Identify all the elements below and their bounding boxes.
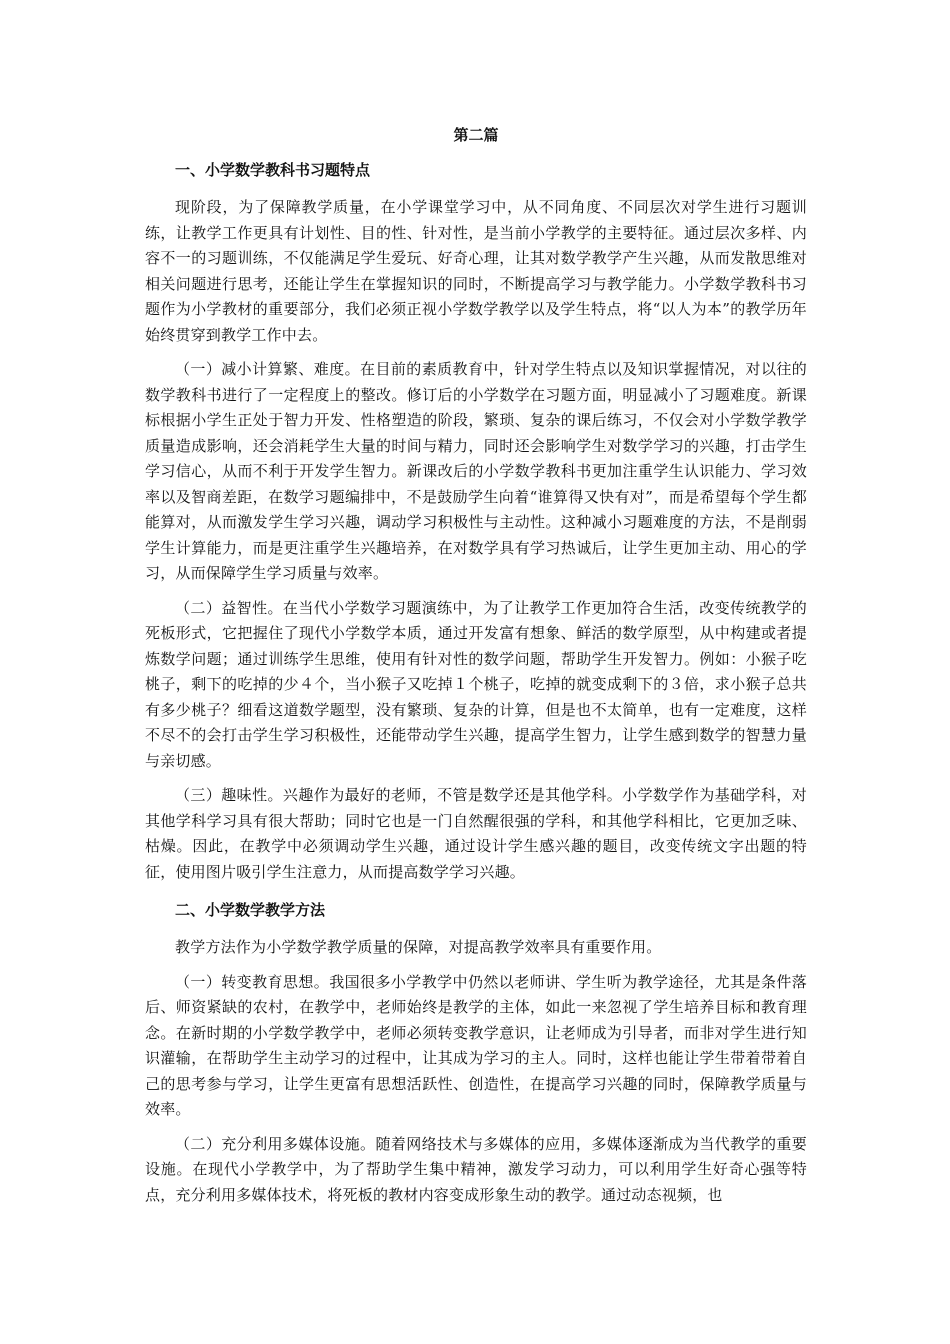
section-2 [145,899,807,1208]
paragraph: （二）益智性。在当代小学数学习题演练中，为了让教学工作更加符合生活，改变传统教学的死板形式，它把握住了现代小学数学本质，通过开发富有想象、鲜活的数学原型，从中构建或者提炼数学问题；通过训练学生思维，使用有针对性的数学问题，帮助学生开发智力。例如：小猴子吃桃子，剩下的吃掉的少４个，当小猴子又吃掉１个桃子，吃掉的就变成剩下的３倍，求小猴子总共有多少桃子？细看这道数学题型，没有繁琐、复杂的计算，但是也不太简单，也有一定难度，这样不尽不的会打击学生学习积极性，还能带动学生兴趣，提高学生智力，让学生感到数学的智慧力量与亲切感。 [145,598,807,770]
paragraph: （二）充分利用多媒体设施。随着网络技术与多媒体的应用，多媒体逐渐成为当代教学的重要设施。在现代小学教学中，为了帮助学生集中精神，激发学习动力，可以利用学生好奇心强等特点，充分利用多媒体技术，将死板的教材内容变成形象生动的教学。通过动态视频，也 [145,1134,807,1204]
section-heading: 一、小学数学教科书习题特点 [175,161,371,179]
paragraph: （一）减小计算繁、难度。在目前的素质教育中，针对学生特点以及知识掌握情况，对以往的数学教科书进行了一定程度上的整改。修订后的小学数学在习题方面，明显减小了习题难度。新课标根据小学生正处于智力开发、性格塑造的阶段，繁琐、复杂的课后练习，不仅会对小学数学教学质量造成影响，还会消耗学生大量的时间与精力，同时还会影响学生对数学学习的兴趣，打击学生学习信心，从而不利于开发学生智力。新课改后的小学数学教科书更加注重学生认识能力、学习效率以及智商差距，在数学习题编排中，不是鼓励学生向着“谁算得又快有对”，而是希望每个学生都能算对，从而激发学生学习兴趣，调动学习积极性与主动性。这种减小习题难度的方法，不是削弱学生计算能力，而是更注重学生兴趣培养，在对数学具有学习热诚后，让学生更加主动、用心的学习，从而保障学生学习质量与效率。 [145,360,807,582]
paragraph: （一）转变教育思想。我国很多小学教学中仍然以老师讲、学生听为教学途径，尤其是条件落后、师资紧缺的农村，在教学中，老师始终是教学的主体，如此一来忽视了学生培养目标和教育理念。在新时期的小学数学教学中，老师必须转变教学意识，让老师成为引导者，而非对学生进行知识灌输，在帮助学生主动学习的过程中，让其成为学习的主人。同时，这样也能让学生带着带着自己的思考参与学习，让学生更富有思想活跃性、创造性，在提高学习兴趣的同时，保障教学质量与效率。 [145,972,807,1118]
section-heading: 二、小学数学教学方法 [175,901,326,919]
section-1 [145,159,807,885]
document-page [145,124,807,1217]
paragraph: 教学方法作为小学数学教学质量的保障，对提高教学效率具有重要作用。 [175,938,662,956]
document-title: 第二篇 [453,126,499,144]
paragraph: 现阶段，为了保障教学质量，在小学课堂学习中，从不同角度、不同层次对学生进行习题训练，让教学工作更具有计划性、目的性、针对性，是当前小学教学的主要特征。通过层次多样、内容不一的习题训练，不仅能满足学生爱玩、好奇心理，让其对数学教学产生兴趣，从而发散思维对相关问题进行思考，还能让学生在掌握知识的同时，不断提高学习与教学能力。小学数学教科书习题作为小学教材的重要部分，我们必须正视小学数学教学以及学生特点，将“以人为本”的教学历年始终贯穿到教学工作中去。 [145,198,807,344]
paragraph: （三）趣味性。兴趣作为最好的老师，不管是数学还是其他学科。小学数学作为基础学科，对其他学科学习具有很大帮助；同时它也是一门自然醒很强的学科，和其他学科相比，它更加乏味、枯燥。因此，在教学中必须调动学生兴趣，通过设计学生感兴趣的题目，改变传统文字出题的特征，使用图片吸引学生注意力，从而提高数学学习兴趣。 [145,786,807,881]
